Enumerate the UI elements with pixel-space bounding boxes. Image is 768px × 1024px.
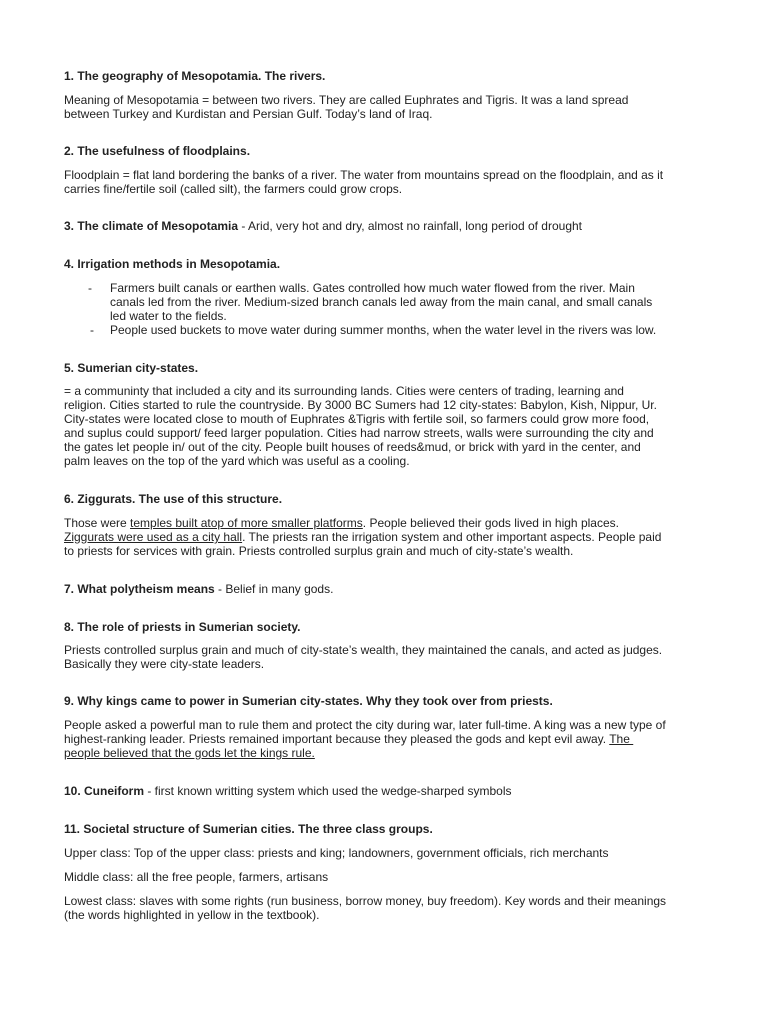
bullet-dash: -	[90, 323, 94, 337]
paragraph-line: the gates let people in/ out of the city. People built houses of reeds&mud, or brick with yard in the center, and	[64, 440, 641, 454]
middle-class-text	[64, 870, 714, 884]
list-item-line: Farmers built canals or earthen walls. Gates controlled how much water flowed from the river. Main	[110, 281, 635, 295]
underlined-text: people believed that the gods let the kings rule.	[64, 746, 315, 760]
list-item-line: People used buckets to move water during summer months, when the water level in the rivers was low.	[110, 323, 657, 337]
paragraph-line: religion. Cities started to rule the countryside. By 3000 BC Sumers had 12 city-states: Babylon, Kish, Nippur, Ur.	[64, 398, 657, 412]
section-6	[64, 492, 714, 506]
paragraph-line: Meaning of Mesopotamia = between two rivers. They are called Euphrates and Tigris. It was a land spread	[64, 93, 629, 107]
paragraph-line: between Turkey and Kurdistan and Persian Gulf. Today’s land of Iraq.	[64, 107, 433, 121]
paragraph-line: Lowest class: slaves with some rights (run business, borrow money, buy freedom). Key words and their meanings	[64, 894, 667, 908]
section-5	[64, 361, 714, 375]
list-item-line: canals led from the river. Medium-sized branch canals led away from the main canal, and small canals	[110, 295, 653, 309]
section-heading: 3. The climate of Mesopotamia	[64, 219, 239, 233]
section-inline-text: - first known writting system which used the wedge-sharped symbols	[144, 784, 512, 798]
section-heading: 10. Cuneiform	[64, 784, 145, 798]
section-inline-text: - Belief in many gods.	[214, 582, 334, 596]
paragraph-line: = a communinty that included a city and its surrounding lands. Cities were centers of trading, learning and	[64, 384, 624, 398]
paragraph-line: People asked a powerful man to rule them and protect the city during war, later full-time. A king was a new type of	[64, 718, 666, 732]
section-1	[64, 69, 714, 83]
section-8-body	[64, 643, 714, 671]
section-heading: 1. The geography of Mesopotamia. The rivers.	[64, 69, 326, 83]
section-2-body	[64, 168, 714, 196]
section-heading: 7. What polytheism means	[64, 582, 215, 596]
paragraph-text: highest-ranking leader. Priests remained important because they pleased the gods and kept evil away.	[64, 732, 610, 746]
paragraph-line: to priests for services with grain. Priests controlled surplus grain and much of city-state’s wealth.	[64, 544, 574, 558]
paragraph-line: and suplus could support/ feed larger population. Cities had narrow streets, walls were surrounding the city and	[64, 426, 654, 440]
paragraph-text: Those were	[64, 516, 131, 530]
bullet-list	[0, 281, 768, 341]
paragraph-line: Floodplain = flat land bordering the banks of a river. The water from mountains spread on the floodplain, and as it	[64, 168, 664, 182]
paragraph-line: carries fine/fertile soil (called silt), the farmers could grow crops.	[64, 182, 403, 196]
paragraph-line: City-states were located close to mouth of Euphrates &Tigris with fertile soil, so farmers could grow more food,	[64, 412, 650, 426]
paragraph-text: . The priests ran the irrigation system and other important aspects. People paid	[242, 530, 662, 544]
section-5-body	[64, 384, 714, 468]
paragraph-line: (the words highlighted in yellow in the textbook).	[64, 908, 320, 922]
section-inline-text: - Arid, very hot and dry, almost no rainfall, long period of drought	[238, 219, 583, 233]
section-9	[64, 694, 714, 708]
section-7	[64, 582, 714, 596]
paragraph-line: Middle class: all the free people, farmers, artisans	[64, 870, 329, 884]
underlined-text: The	[609, 732, 634, 746]
upper-class-text	[64, 846, 714, 860]
section-9-body	[64, 718, 714, 760]
section-6-body	[64, 516, 714, 558]
section-heading: 2. The usefulness of floodplains.	[64, 144, 251, 158]
section-heading: 5. Sumerian city-states.	[64, 361, 199, 375]
list-item	[110, 281, 710, 323]
list-item	[110, 323, 710, 337]
paragraph-line: palm leaves on the top of the yard which was useful as a cooling.	[64, 454, 410, 468]
paragraph-text: . People believed their gods lived in high places.	[362, 516, 619, 530]
section-heading: 8. The role of priests in Sumerian society.	[64, 620, 301, 634]
section-heading: 4. Irrigation methods in Mesopotamia.	[64, 257, 281, 271]
list-item-line: led water to the fields.	[110, 309, 227, 323]
section-4	[64, 257, 714, 271]
section-3	[64, 219, 714, 233]
lowest-class-text	[64, 894, 714, 922]
section-1-body	[64, 93, 714, 121]
underlined-text: temples built atop of more smaller platforms	[130, 516, 363, 530]
section-8	[64, 620, 714, 634]
section-10	[64, 784, 714, 798]
section-heading: 9. Why kings came to power in Sumerian city-states. Why they took over from priests.	[64, 694, 553, 708]
section-2	[64, 144, 714, 158]
section-heading: 11. Societal structure of Sumerian cities. The three class groups.	[64, 822, 433, 836]
paragraph-line: Basically they were city-state leaders.	[64, 657, 265, 671]
paragraph-line: Priests controlled surplus grain and much of city-state’s wealth, they maintained the canals, and acted as judges.	[64, 643, 663, 657]
section-11	[64, 822, 714, 836]
paragraph-line: Upper class: Top of the upper class: priests and king; landowners, government officials, rich merchants	[64, 846, 609, 860]
section-heading: 6. Ziggurats. The use of this structure.	[64, 492, 283, 506]
bullet-dash: -	[88, 281, 92, 295]
underlined-text: Ziggurats were used as a city hall	[64, 530, 243, 544]
